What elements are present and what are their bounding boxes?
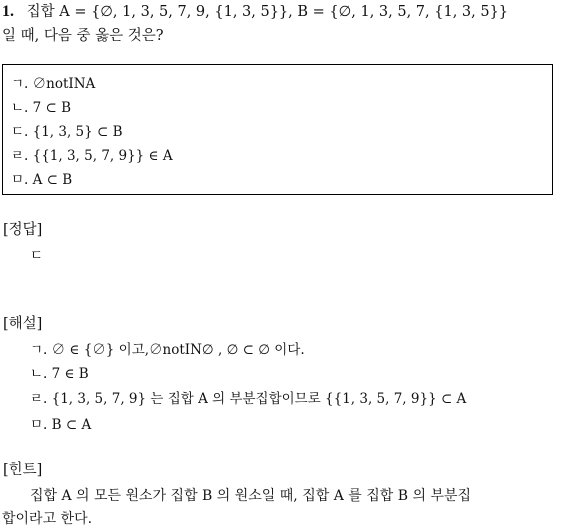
question-line-1 [2, 2, 508, 22]
choice-3: ㄷ. {1, 3, 5} ⊂ B [11, 124, 123, 140]
choice-1: ㄱ. ∅notINA [11, 76, 96, 92]
choice-2: ㄴ. 7 ⊂ B [11, 100, 72, 116]
hint-line-1: 집합 A 의 모든 원소가 집합 B 의 원소일 때, 집합 A 를 집합 B 의 부분집 [30, 488, 472, 504]
question-text-line-2: 일 때, 다음 중 옳은 것은? [2, 28, 164, 44]
answer-value: ㄷ [30, 248, 44, 264]
explanation-label: [해설] [3, 316, 43, 332]
choice-4: ㄹ. {{1, 3, 5, 7, 9}} ∈ A [11, 148, 173, 164]
explanation-line-2: ㄴ. 7 ∈ B [30, 366, 89, 382]
answer-label: [정답] [3, 222, 43, 238]
explanation-line-3: ㄹ. {1, 3, 5, 7, 9} 는 집합 A 의 부분집합이므로 {{1, 3, 5, 7, 9}} ⊂ A [30, 391, 467, 407]
question-text-line-1: 집합 A = {∅, 1, 3, 5, 7, 9, {1, 3, 5}}, B = {∅, 1, 3, 5, 7, {1, 3, 5}} [26, 4, 509, 20]
hint-line-2: 합이라고 한다. [2, 511, 93, 527]
hint-label: [힌트] [3, 462, 43, 478]
choice-5: ㅁ. A ⊂ B [11, 172, 73, 188]
explanation-line-4: ㅁ. B ⊂ A [30, 417, 92, 433]
question-number: 1. [2, 3, 14, 20]
choices-box [2, 64, 553, 195]
explanation-line-1: ㄱ. ∅ ∈ {∅} 이고,∅notIN∅ , ∅ ⊂ ∅ 이다. [30, 342, 305, 358]
